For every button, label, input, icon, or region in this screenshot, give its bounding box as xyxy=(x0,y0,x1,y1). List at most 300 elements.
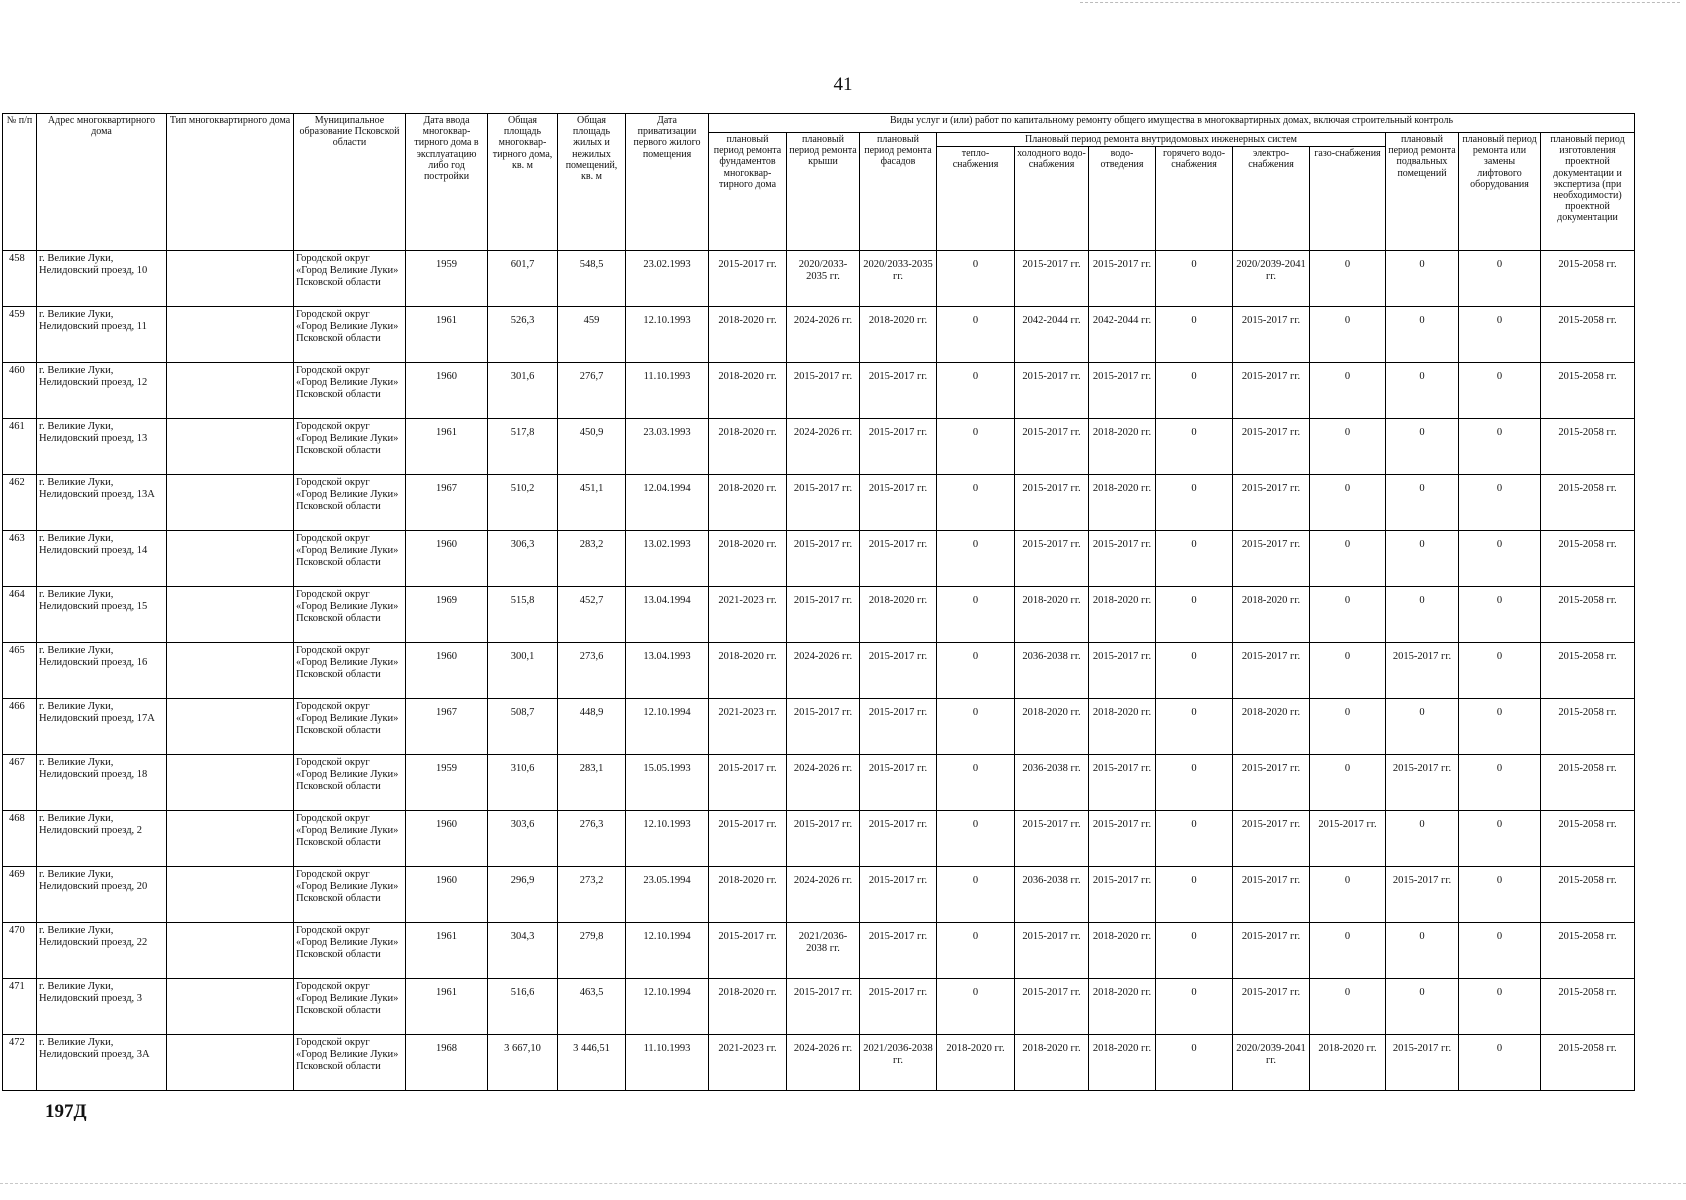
header-facade: плановый период ремонта фасадов xyxy=(860,133,937,251)
header-elevator: плановый период ремонта или замены лифтового оборудования xyxy=(1459,133,1541,251)
cell-living-area: 273,6 xyxy=(558,643,626,699)
cell-num: 466 xyxy=(3,699,37,755)
cell-design: 2015-2058 гг. xyxy=(1541,307,1635,363)
cell-hot-water: 0 xyxy=(1156,587,1233,643)
cell-basement: 0 xyxy=(1386,923,1459,979)
cell-hot-water: 0 xyxy=(1156,475,1233,531)
cell-sewer: 2018-2020 гг. xyxy=(1089,979,1156,1035)
cell-year: 1961 xyxy=(406,307,488,363)
cell-total-area: 601,7 xyxy=(488,251,558,307)
cell-municipality: Городской округ «Город Великие Луки» Псковской области xyxy=(294,923,406,979)
header-type: Тип многоквартирного дома xyxy=(167,114,294,251)
cell-design: 2015-2058 гг. xyxy=(1541,419,1635,475)
cell-type xyxy=(167,979,294,1035)
cell-address: г. Великие Луки, Нелидовский проезд, 17А xyxy=(37,699,167,755)
cell-address: г. Великие Луки, Нелидовский проезд, 13 xyxy=(37,419,167,475)
cell-address: г. Великие Луки, Нелидовский проезд, 20 xyxy=(37,867,167,923)
cell-foundation: 2021-2023 гг. xyxy=(709,587,787,643)
cell-year: 1959 xyxy=(406,251,488,307)
cell-total-area: 508,7 xyxy=(488,699,558,755)
cell-design: 2015-2058 гг. xyxy=(1541,923,1635,979)
cell-roof: 2015-2017 гг. xyxy=(787,363,860,419)
header-foundation: плановый период ремонта фундаментов многоквар-тирного дома xyxy=(709,133,787,251)
cell-type xyxy=(167,531,294,587)
table-row xyxy=(3,979,1635,1035)
cell-heat: 0 xyxy=(937,587,1015,643)
cell-roof: 2015-2017 гг. xyxy=(787,979,860,1035)
cell-gas: 0 xyxy=(1310,699,1386,755)
cell-basement: 0 xyxy=(1386,811,1459,867)
cell-roof: 2015-2017 гг. xyxy=(787,531,860,587)
cell-design: 2015-2058 гг. xyxy=(1541,979,1635,1035)
cell-design: 2015-2058 гг. xyxy=(1541,475,1635,531)
cell-facade: 2020/2033-2035 гг. xyxy=(860,251,937,307)
cell-year: 1961 xyxy=(406,419,488,475)
cell-sewer: 2018-2020 гг. xyxy=(1089,587,1156,643)
cell-facade: 2018-2020 гг. xyxy=(860,307,937,363)
table-row xyxy=(3,531,1635,587)
cell-sewer: 2018-2020 гг. xyxy=(1089,1035,1156,1091)
cell-foundation: 2015-2017 гг. xyxy=(709,923,787,979)
cell-basement: 0 xyxy=(1386,699,1459,755)
cell-living-area: 276,7 xyxy=(558,363,626,419)
cell-num: 468 xyxy=(3,811,37,867)
header-address: Адрес многоквартирного дома xyxy=(37,114,167,251)
cell-living-area: 548,5 xyxy=(558,251,626,307)
cell-electric: 2015-2017 гг. xyxy=(1233,867,1310,923)
cell-facade: 2015-2017 гг. xyxy=(860,755,937,811)
cell-living-area: 463,5 xyxy=(558,979,626,1035)
table-body xyxy=(3,251,1635,1091)
cell-privatization-date: 23.03.1993 xyxy=(626,419,709,475)
cell-foundation: 2015-2017 гг. xyxy=(709,251,787,307)
cell-roof: 2015-2017 гг. xyxy=(787,811,860,867)
cell-year: 1961 xyxy=(406,979,488,1035)
table-row xyxy=(3,419,1635,475)
cell-sewer: 2018-2020 гг. xyxy=(1089,699,1156,755)
cell-address: г. Великие Луки, Нелидовский проезд, 10 xyxy=(37,251,167,307)
cell-basement: 0 xyxy=(1386,979,1459,1035)
cell-electric: 2015-2017 гг. xyxy=(1233,475,1310,531)
cell-type xyxy=(167,363,294,419)
header-commission-date: Дата ввода многоквар-тирного дома в эксплуатацию либо год постройки xyxy=(406,114,488,251)
cell-foundation: 2021-2023 гг. xyxy=(709,699,787,755)
cell-elevator: 0 xyxy=(1459,643,1541,699)
cell-hot-water: 0 xyxy=(1156,643,1233,699)
cell-electric: 2015-2017 гг. xyxy=(1233,811,1310,867)
header-design: плановый период изготовления проектной документации и экспертиза (при необходимости) проектной документации xyxy=(1541,133,1635,251)
cell-living-area: 452,7 xyxy=(558,587,626,643)
cell-privatization-date: 12.10.1994 xyxy=(626,699,709,755)
cell-privatization-date: 12.10.1994 xyxy=(626,923,709,979)
cell-electric: 2015-2017 гг. xyxy=(1233,531,1310,587)
cell-cold-water: 2015-2017 гг. xyxy=(1015,979,1089,1035)
cell-heat: 0 xyxy=(937,979,1015,1035)
cell-heat: 0 xyxy=(937,475,1015,531)
cell-year: 1960 xyxy=(406,643,488,699)
cell-year: 1959 xyxy=(406,755,488,811)
cell-electric: 2020/2039-2041 гг. xyxy=(1233,1035,1310,1091)
cell-heat: 0 xyxy=(937,251,1015,307)
cell-address: г. Великие Луки, Нелидовский проезд, 16 xyxy=(37,643,167,699)
cell-municipality: Городской округ «Город Великие Луки» Псковской области xyxy=(294,643,406,699)
cell-type xyxy=(167,867,294,923)
cell-gas: 0 xyxy=(1310,867,1386,923)
cell-facade: 2015-2017 гг. xyxy=(860,643,937,699)
cell-cold-water: 2015-2017 гг. xyxy=(1015,251,1089,307)
table-row xyxy=(3,1035,1635,1091)
cell-privatization-date: 23.02.1993 xyxy=(626,251,709,307)
cell-address: г. Великие Луки, Нелидовский проезд, 12 xyxy=(37,363,167,419)
cell-privatization-date: 15.05.1993 xyxy=(626,755,709,811)
cell-total-area: 306,3 xyxy=(488,531,558,587)
cell-electric: 2015-2017 гг. xyxy=(1233,923,1310,979)
cell-municipality: Городской округ «Город Великие Луки» Псковской области xyxy=(294,811,406,867)
cell-gas: 0 xyxy=(1310,923,1386,979)
cell-type xyxy=(167,643,294,699)
cell-hot-water: 0 xyxy=(1156,923,1233,979)
cell-year: 1968 xyxy=(406,1035,488,1091)
cell-heat: 0 xyxy=(937,811,1015,867)
cell-hot-water: 0 xyxy=(1156,419,1233,475)
cell-total-area: 296,9 xyxy=(488,867,558,923)
cell-address: г. Великие Луки, Нелидовский проезд, 3 xyxy=(37,979,167,1035)
header-services-group: Виды услуг и (или) работ по капитальному ремонту общего имущества в многоквартирных домах, включая строительный контроль xyxy=(709,114,1635,133)
table-row xyxy=(3,643,1635,699)
cell-address: г. Великие Луки, Нелидовский проезд, 14 xyxy=(37,531,167,587)
header-privatization-date: Дата приватизации первого жилого помещения xyxy=(626,114,709,251)
header-roof: плановый период ремонта крыши xyxy=(787,133,860,251)
cell-num: 470 xyxy=(3,923,37,979)
cell-elevator: 0 xyxy=(1459,475,1541,531)
cell-total-area: 526,3 xyxy=(488,307,558,363)
cell-hot-water: 0 xyxy=(1156,755,1233,811)
cell-elevator: 0 xyxy=(1459,867,1541,923)
cell-municipality: Городской округ «Город Великие Луки» Псковской области xyxy=(294,419,406,475)
cell-basement: 2015-2017 гг. xyxy=(1386,643,1459,699)
cell-design: 2015-2058 гг. xyxy=(1541,811,1635,867)
table-row xyxy=(3,867,1635,923)
cell-heat: 0 xyxy=(937,307,1015,363)
cell-privatization-date: 11.10.1993 xyxy=(626,1035,709,1091)
cell-basement: 0 xyxy=(1386,307,1459,363)
cell-design: 2015-2058 гг. xyxy=(1541,251,1635,307)
cell-num: 462 xyxy=(3,475,37,531)
table-header xyxy=(3,114,1635,251)
repair-schedule-table xyxy=(2,113,1635,1091)
cell-total-area: 510,2 xyxy=(488,475,558,531)
cell-facade: 2015-2017 гг. xyxy=(860,699,937,755)
cell-hot-water: 0 xyxy=(1156,1035,1233,1091)
cell-roof: 2020/2033-2035 гг. xyxy=(787,251,860,307)
cell-sewer: 2018-2020 гг. xyxy=(1089,419,1156,475)
cell-hot-water: 0 xyxy=(1156,531,1233,587)
cell-address: г. Великие Луки, Нелидовский проезд, 2 xyxy=(37,811,167,867)
cell-facade: 2015-2017 гг. xyxy=(860,475,937,531)
header-municipality: Муниципальное образование Псковской области xyxy=(294,114,406,251)
cell-hot-water: 0 xyxy=(1156,363,1233,419)
cell-elevator: 0 xyxy=(1459,1035,1541,1091)
cell-privatization-date: 12.10.1994 xyxy=(626,979,709,1035)
cell-facade: 2015-2017 гг. xyxy=(860,363,937,419)
cell-hot-water: 0 xyxy=(1156,307,1233,363)
cell-privatization-date: 23.05.1994 xyxy=(626,867,709,923)
cell-address: г. Великие Луки, Нелидовский проезд, 11 xyxy=(37,307,167,363)
cell-type xyxy=(167,923,294,979)
cell-hot-water: 0 xyxy=(1156,699,1233,755)
cell-heat: 0 xyxy=(937,867,1015,923)
cell-foundation: 2018-2020 гг. xyxy=(709,643,787,699)
cell-sewer: 2015-2017 гг. xyxy=(1089,811,1156,867)
cell-roof: 2024-2026 гг. xyxy=(787,307,860,363)
cell-cold-water: 2015-2017 гг. xyxy=(1015,531,1089,587)
cell-roof: 2024-2026 гг. xyxy=(787,419,860,475)
cell-foundation: 2021-2023 гг. xyxy=(709,1035,787,1091)
cell-address: г. Великие Луки, Нелидовский проезд, 13А xyxy=(37,475,167,531)
cell-basement: 0 xyxy=(1386,251,1459,307)
cell-facade: 2015-2017 гг. xyxy=(860,923,937,979)
cell-gas: 0 xyxy=(1310,307,1386,363)
cell-electric: 2020/2039-2041 гг. xyxy=(1233,251,1310,307)
cell-living-area: 276,3 xyxy=(558,811,626,867)
cell-roof: 2024-2026 гг. xyxy=(787,867,860,923)
cell-cold-water: 2015-2017 гг. xyxy=(1015,475,1089,531)
cell-basement: 0 xyxy=(1386,587,1459,643)
header-num: № п/п xyxy=(3,114,37,251)
cell-gas: 2015-2017 гг. xyxy=(1310,811,1386,867)
cell-facade: 2015-2017 гг. xyxy=(860,419,937,475)
cell-foundation: 2018-2020 гг. xyxy=(709,531,787,587)
cell-gas: 0 xyxy=(1310,419,1386,475)
repair-schedule-table-wrapper xyxy=(2,113,1635,1091)
cell-cold-water: 2015-2017 гг. xyxy=(1015,419,1089,475)
cell-elevator: 0 xyxy=(1459,419,1541,475)
cell-heat: 0 xyxy=(937,923,1015,979)
cell-municipality: Городской округ «Город Великие Луки» Псковской области xyxy=(294,531,406,587)
cell-design: 2015-2058 гг. xyxy=(1541,1035,1635,1091)
cell-municipality: Городской округ «Город Великие Луки» Псковской области xyxy=(294,251,406,307)
cell-roof: 2024-2026 гг. xyxy=(787,643,860,699)
cell-hot-water: 0 xyxy=(1156,811,1233,867)
cell-num: 459 xyxy=(3,307,37,363)
cell-roof: 2015-2017 гг. xyxy=(787,699,860,755)
cell-basement: 2015-2017 гг. xyxy=(1386,1035,1459,1091)
cell-total-area: 304,3 xyxy=(488,923,558,979)
cell-hot-water: 0 xyxy=(1156,251,1233,307)
cell-year: 1967 xyxy=(406,699,488,755)
cell-living-area: 459 xyxy=(558,307,626,363)
cell-facade: 2018-2020 гг. xyxy=(860,587,937,643)
cell-privatization-date: 12.10.1993 xyxy=(626,307,709,363)
cell-sewer: 2015-2017 гг. xyxy=(1089,867,1156,923)
cell-municipality: Городской округ «Город Великие Луки» Псковской области xyxy=(294,307,406,363)
cell-basement: 0 xyxy=(1386,531,1459,587)
cell-design: 2015-2058 гг. xyxy=(1541,643,1635,699)
cell-municipality: Городской округ «Город Великие Луки» Псковской области xyxy=(294,699,406,755)
cell-gas: 0 xyxy=(1310,587,1386,643)
cell-privatization-date: 12.04.1994 xyxy=(626,475,709,531)
table-row xyxy=(3,923,1635,979)
cell-num: 472 xyxy=(3,1035,37,1091)
cell-foundation: 2015-2017 гг. xyxy=(709,755,787,811)
cell-facade: 2015-2017 гг. xyxy=(860,531,937,587)
cell-sewer: 2015-2017 гг. xyxy=(1089,363,1156,419)
cell-living-area: 448,9 xyxy=(558,699,626,755)
cell-foundation: 2018-2020 гг. xyxy=(709,307,787,363)
cell-sewer: 2018-2020 гг. xyxy=(1089,475,1156,531)
cell-basement: 2015-2017 гг. xyxy=(1386,867,1459,923)
cell-roof: 2024-2026 гг. xyxy=(787,1035,860,1091)
cell-design: 2015-2058 гг. xyxy=(1541,531,1635,587)
cell-privatization-date: 13.04.1993 xyxy=(626,643,709,699)
cell-elevator: 0 xyxy=(1459,363,1541,419)
cell-total-area: 516,6 xyxy=(488,979,558,1035)
cell-living-area: 283,1 xyxy=(558,755,626,811)
cell-elevator: 0 xyxy=(1459,979,1541,1035)
cell-municipality: Городской округ «Город Великие Луки» Псковской области xyxy=(294,363,406,419)
cell-cold-water: 2018-2020 гг. xyxy=(1015,699,1089,755)
cell-roof: 2015-2017 гг. xyxy=(787,587,860,643)
cell-design: 2015-2058 гг. xyxy=(1541,867,1635,923)
cell-year: 1961 xyxy=(406,923,488,979)
cell-total-area: 303,6 xyxy=(488,811,558,867)
cell-basement: 0 xyxy=(1386,419,1459,475)
cell-type xyxy=(167,475,294,531)
cell-design: 2015-2058 гг. xyxy=(1541,363,1635,419)
header-heat: тепло-снабжения xyxy=(937,147,1015,251)
cell-municipality: Городской округ «Город Великие Луки» Псковской области xyxy=(294,755,406,811)
cell-living-area: 279,8 xyxy=(558,923,626,979)
cell-sewer: 2015-2017 гг. xyxy=(1089,251,1156,307)
cell-elevator: 0 xyxy=(1459,307,1541,363)
cell-year: 1960 xyxy=(406,867,488,923)
cell-elevator: 0 xyxy=(1459,531,1541,587)
cell-total-area: 515,8 xyxy=(488,587,558,643)
cell-num: 460 xyxy=(3,363,37,419)
cell-elevator: 0 xyxy=(1459,755,1541,811)
cell-design: 2015-2058 гг. xyxy=(1541,699,1635,755)
cell-foundation: 2018-2020 гг. xyxy=(709,419,787,475)
cell-address: г. Великие Луки, Нелидовский проезд, 15 xyxy=(37,587,167,643)
cell-sewer: 2015-2017 гг. xyxy=(1089,531,1156,587)
cell-year: 1960 xyxy=(406,811,488,867)
cell-total-area: 517,8 xyxy=(488,419,558,475)
header-electric: электро-снабжения xyxy=(1233,147,1310,251)
cell-cold-water: 2015-2017 гг. xyxy=(1015,363,1089,419)
cell-facade: 2015-2017 гг. xyxy=(860,811,937,867)
scan-edge-bottom xyxy=(0,1183,1686,1184)
cell-type xyxy=(167,251,294,307)
cell-elevator: 0 xyxy=(1459,923,1541,979)
cell-elevator: 0 xyxy=(1459,587,1541,643)
cell-num: 458 xyxy=(3,251,37,307)
cell-heat: 0 xyxy=(937,419,1015,475)
header-sewer: водо-отведения xyxy=(1089,147,1156,251)
cell-address: г. Великие Луки, Нелидовский проезд, 22 xyxy=(37,923,167,979)
cell-privatization-date: 13.02.1993 xyxy=(626,531,709,587)
cell-type xyxy=(167,811,294,867)
cell-living-area: 283,2 xyxy=(558,531,626,587)
cell-electric: 2015-2017 гг. xyxy=(1233,363,1310,419)
table-row xyxy=(3,587,1635,643)
page-number: 41 xyxy=(833,74,853,95)
table-row xyxy=(3,251,1635,307)
cell-basement: 2015-2017 гг. xyxy=(1386,755,1459,811)
cell-design: 2015-2058 гг. xyxy=(1541,755,1635,811)
cell-facade: 2021/2036-2038 гг. xyxy=(860,1035,937,1091)
cell-hot-water: 0 xyxy=(1156,867,1233,923)
cell-heat: 0 xyxy=(937,643,1015,699)
cell-gas: 0 xyxy=(1310,251,1386,307)
cell-gas: 0 xyxy=(1310,979,1386,1035)
cell-year: 1960 xyxy=(406,531,488,587)
cell-cold-water: 2018-2020 гг. xyxy=(1015,1035,1089,1091)
header-gas: газо-снабжения xyxy=(1310,147,1386,251)
cell-basement: 0 xyxy=(1386,475,1459,531)
cell-total-area: 301,6 xyxy=(488,363,558,419)
cell-hot-water: 0 xyxy=(1156,979,1233,1035)
cell-electric: 2015-2017 гг. xyxy=(1233,979,1310,1035)
cell-electric: 2015-2017 гг. xyxy=(1233,307,1310,363)
cell-foundation: 2015-2017 гг. xyxy=(709,811,787,867)
cell-cold-water: 2036-2038 гг. xyxy=(1015,755,1089,811)
cell-total-area: 300,1 xyxy=(488,643,558,699)
cell-cold-water: 2015-2017 гг. xyxy=(1015,923,1089,979)
cell-sewer: 2018-2020 гг. xyxy=(1089,923,1156,979)
cell-type xyxy=(167,587,294,643)
cell-num: 463 xyxy=(3,531,37,587)
scan-edge-top xyxy=(1080,2,1680,3)
cell-municipality: Городской округ «Город Великие Луки» Псковской области xyxy=(294,1035,406,1091)
cell-address: г. Великие Луки, Нелидовский проезд, 3А xyxy=(37,1035,167,1091)
cell-heat: 0 xyxy=(937,531,1015,587)
cell-heat: 0 xyxy=(937,363,1015,419)
cell-privatization-date: 13.04.1994 xyxy=(626,587,709,643)
cell-foundation: 2018-2020 гг. xyxy=(709,979,787,1035)
cell-num: 469 xyxy=(3,867,37,923)
cell-gas: 2018-2020 гг. xyxy=(1310,1035,1386,1091)
cell-living-area: 450,9 xyxy=(558,419,626,475)
table-row xyxy=(3,363,1635,419)
cell-gas: 0 xyxy=(1310,475,1386,531)
cell-gas: 0 xyxy=(1310,755,1386,811)
footer-code: 197Д xyxy=(45,1101,87,1122)
cell-cold-water: 2042-2044 гг. xyxy=(1015,307,1089,363)
cell-municipality: Городской округ «Город Великие Луки» Псковской области xyxy=(294,979,406,1035)
cell-year: 1967 xyxy=(406,475,488,531)
cell-heat: 0 xyxy=(937,755,1015,811)
cell-cold-water: 2018-2020 гг. xyxy=(1015,587,1089,643)
table-row xyxy=(3,475,1635,531)
cell-type xyxy=(167,307,294,363)
cell-total-area: 310,6 xyxy=(488,755,558,811)
cell-type xyxy=(167,1035,294,1091)
header-cold-water: холодного водо-снабжения xyxy=(1015,147,1089,251)
cell-electric: 2015-2017 гг. xyxy=(1233,643,1310,699)
cell-cold-water: 2036-2038 гг. xyxy=(1015,867,1089,923)
cell-elevator: 0 xyxy=(1459,251,1541,307)
table-row xyxy=(3,307,1635,363)
cell-foundation: 2018-2020 гг. xyxy=(709,363,787,419)
cell-type xyxy=(167,419,294,475)
table-row xyxy=(3,699,1635,755)
cell-foundation: 2018-2020 гг. xyxy=(709,867,787,923)
cell-type xyxy=(167,755,294,811)
cell-sewer: 2042-2044 гг. xyxy=(1089,307,1156,363)
cell-design: 2015-2058 гг. xyxy=(1541,587,1635,643)
cell-heat: 0 xyxy=(937,699,1015,755)
cell-privatization-date: 11.10.1993 xyxy=(626,363,709,419)
